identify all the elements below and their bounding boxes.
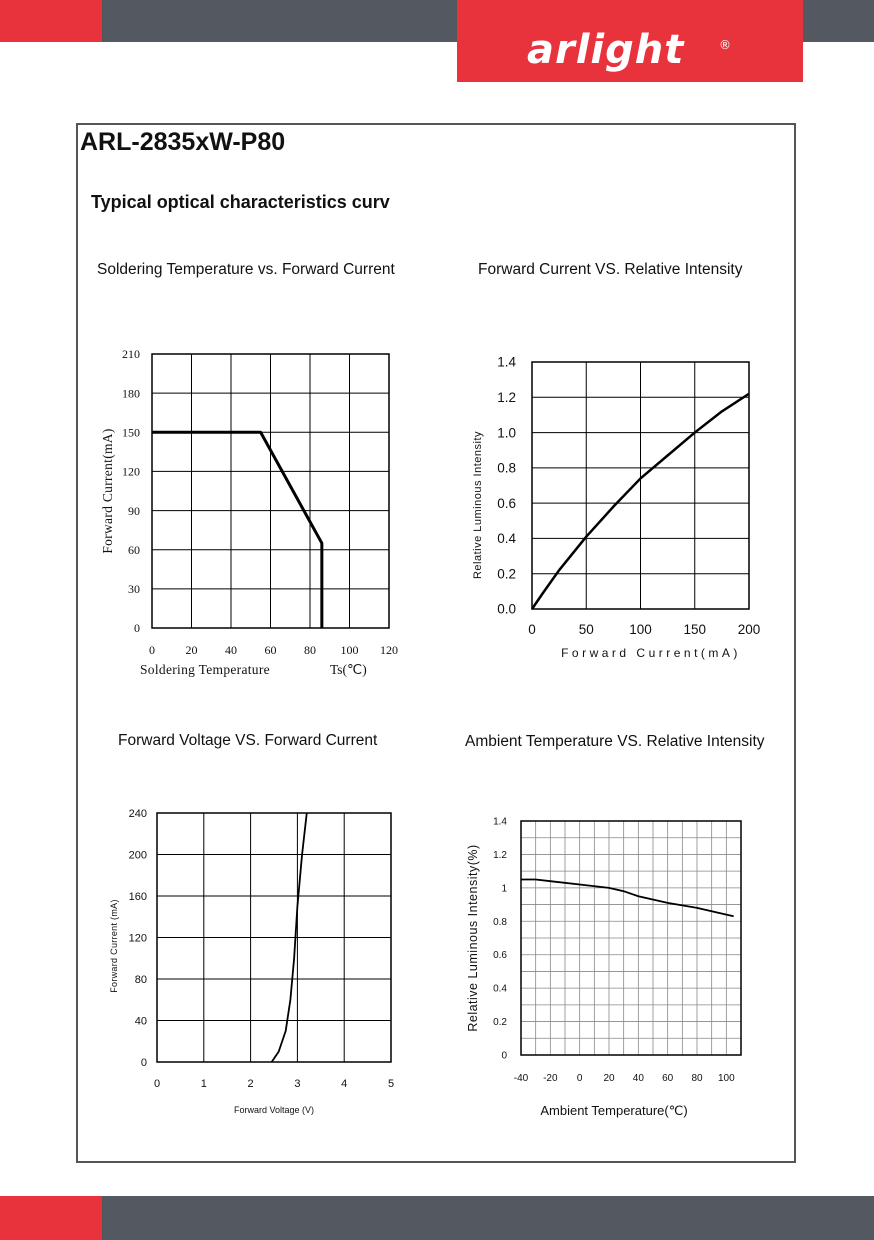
chart-4-title: Ambient Temperature VS. Relative Intensity [465, 733, 765, 750]
y-tick-label: 0.6 [493, 950, 507, 962]
y-axis-label: Forward Current(mA) [100, 428, 115, 554]
x-axis-label: Soldering Temperature [140, 662, 270, 677]
y-tick-label: 90 [128, 503, 140, 518]
x-tick-label: -40 [513, 1073, 529, 1084]
series-line [521, 880, 734, 917]
logo-text: arlight [527, 27, 685, 73]
y-tick-label: 0.8 [497, 460, 516, 476]
x-tick-label: 2 [247, 1078, 254, 1090]
y-tick-label: 150 [122, 425, 140, 440]
y-tick-label: 0.6 [497, 495, 516, 511]
y-tick-label: 210 [122, 347, 140, 362]
y-tick-label: 0.2 [497, 566, 516, 582]
y-tick-label: 0.2 [493, 1017, 507, 1029]
x-tick-label: 0 [149, 643, 155, 657]
x-tick-label: 1 [200, 1078, 207, 1090]
x-axis-unit: Ts(℃) [330, 662, 367, 677]
x-tick-label: 120 [380, 643, 398, 657]
y-tick-label: 200 [128, 849, 147, 862]
x-tick-label: -20 [543, 1073, 558, 1084]
x-axis-label: Forward Current(mA) [561, 646, 741, 660]
series-line [152, 432, 322, 628]
x-tick-label: 100 [629, 622, 652, 637]
x-tick-label: 200 [737, 622, 761, 637]
x-tick-label: 60 [264, 643, 277, 657]
x-tick-label: 20 [185, 643, 198, 657]
y-tick-label: 1.2 [493, 849, 507, 861]
y-tick-label: 0.4 [497, 531, 516, 547]
y-tick-label: 0.4 [493, 983, 507, 995]
x-tick-label: 100 [340, 643, 359, 657]
registered-mark: ® [719, 38, 731, 52]
x-tick-label: 3 [294, 1078, 301, 1090]
x-tick-label: 5 [387, 1078, 395, 1090]
chart-1-title: Soldering Temperature vs. Forward Current [97, 261, 395, 278]
chart-1 [100, 347, 398, 677]
x-tick-label: 20 [603, 1073, 615, 1084]
y-tick-label: 30 [128, 582, 140, 597]
x-tick-label: 0 [153, 1078, 161, 1090]
y-tick-label: 0.0 [497, 601, 516, 617]
y-tick-label: 1.4 [493, 816, 507, 828]
chart-3-title: Forward Voltage VS. Forward Current [118, 732, 378, 749]
x-tick-label: 60 [662, 1073, 674, 1084]
chart-2-title: Forward Current VS. Relative Intensity [478, 261, 743, 278]
y-tick-label: 1.0 [497, 425, 516, 441]
y-tick-label: 1 [501, 883, 507, 895]
x-tick-label: 50 [578, 622, 594, 637]
y-axis-label: Relative Luminous Intensity [472, 430, 484, 580]
y-tick-label: 0 [134, 621, 140, 636]
y-tick-label: 0 [140, 1056, 147, 1069]
y-tick-label: 160 [128, 890, 147, 903]
y-tick-label: 120 [128, 932, 147, 945]
x-tick-label: 0 [528, 622, 536, 637]
y-tick-label: 1.4 [497, 354, 516, 370]
y-tick-label: 180 [122, 386, 140, 401]
y-tick-label: 1.2 [497, 390, 516, 406]
x-tick-label: 150 [683, 622, 707, 637]
y-tick-label: 60 [128, 542, 140, 557]
chart-3 [109, 808, 394, 1115]
x-tick-label: 40 [225, 643, 237, 657]
chart-2 [472, 355, 760, 660]
x-tick-label: 4 [341, 1078, 348, 1090]
x-axis-label: Forward Voltage (V) [233, 1105, 315, 1115]
x-tick-label: 0 [576, 1073, 583, 1084]
x-tick-label: 80 [304, 643, 316, 657]
x-tick-label: 100 [717, 1073, 735, 1084]
section-title: Typical optical characteristics curv [91, 192, 390, 212]
y-tick-label: 80 [134, 973, 147, 986]
y-axis-label: Forward Current (mA) [109, 899, 119, 993]
product-title: ARL-2835xW-P80 [80, 128, 286, 156]
y-tick-label: 120 [122, 464, 140, 479]
chart-4 [466, 817, 741, 1119]
x-tick-label: 80 [691, 1073, 703, 1084]
x-tick-label: 40 [632, 1073, 644, 1084]
y-tick-label: 0.8 [493, 916, 507, 928]
y-tick-label: 240 [128, 807, 147, 820]
y-axis-label: Relative Luminous Intensity(%) [466, 844, 480, 1032]
y-tick-label: 40 [134, 1015, 147, 1028]
x-axis-label: Ambient Temperature(℃) [540, 1103, 688, 1118]
y-tick-label: 0 [501, 1050, 507, 1062]
